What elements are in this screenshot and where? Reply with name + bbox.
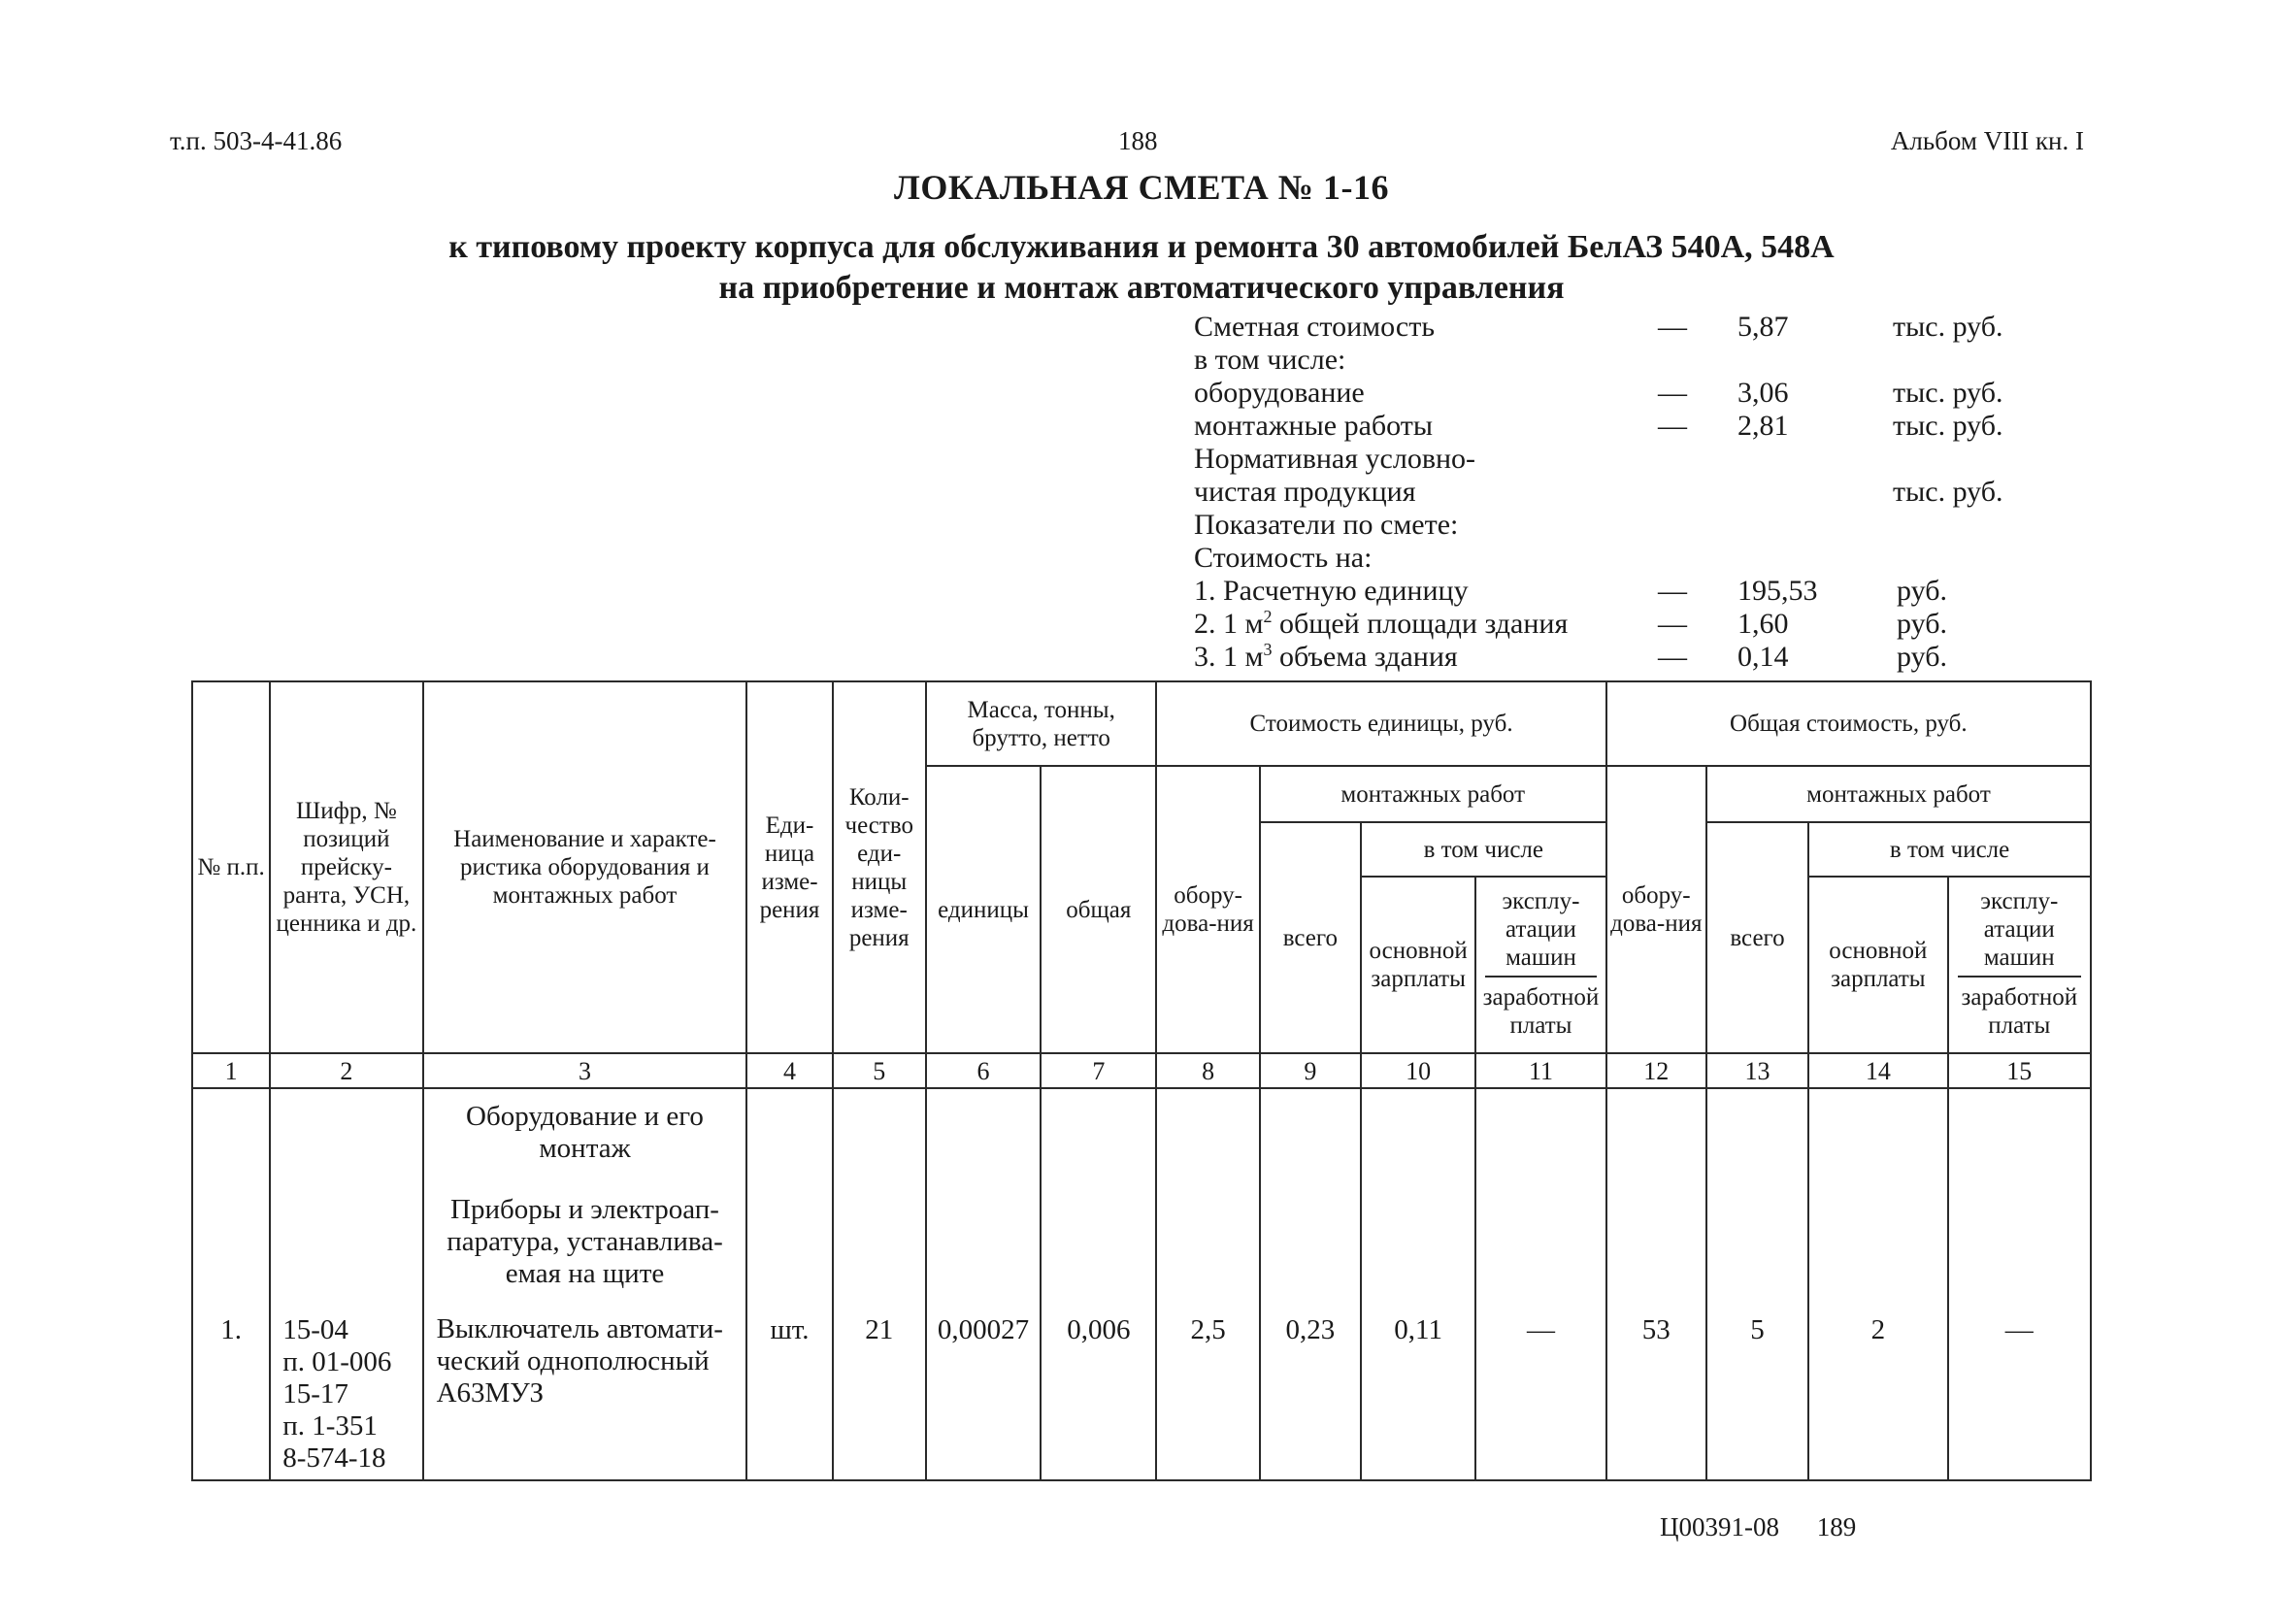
code-line: п. 1-351 <box>282 1410 378 1442</box>
col-number: 5 <box>833 1053 926 1088</box>
header-unit-cost-group: Стоимость единицы, руб. <box>1156 681 1605 766</box>
wage-label: заработной платы <box>1961 984 2078 1039</box>
row-unit-machines <box>1475 1088 1605 1480</box>
document-subtitle-line2: на приобретение и монтаж автоматического управления <box>718 270 1565 306</box>
footer <box>1660 1512 1887 1542</box>
document-title: ЛОКАЛЬНАЯ СМЕТА № 1-16 <box>894 168 1389 207</box>
label-pre: 3. 1 м <box>1194 641 1264 673</box>
row-num-value: 1. <box>220 1314 242 1345</box>
summary-value: 5,87 <box>1737 311 1789 343</box>
row-unit-base-salary-value: 0,11 <box>1394 1314 1442 1345</box>
code-line: 8-574-18 <box>282 1442 386 1474</box>
header-unit-equipment: обору-дова-ния <box>1156 766 1259 1053</box>
row-total-base-salary-value: 2 <box>1870 1314 1886 1345</box>
header-unit-machines <box>1475 877 1605 1053</box>
row-total-machines-value: — <box>2004 1314 2034 1345</box>
cost-summary <box>1194 311 2068 674</box>
summary-dash: — <box>1658 410 1687 442</box>
footer-code: Ц00391-08 <box>1660 1512 1779 1541</box>
header-mass-unit: единицы <box>926 766 1041 1053</box>
table-row <box>192 1088 2091 1480</box>
row-qty-value: 21 <box>865 1314 894 1345</box>
col-number: 6 <box>926 1053 1041 1088</box>
col-number: 1 <box>192 1053 270 1088</box>
header-code: Шифр, № позиций прейску-ранта, УСН, ценника и др. <box>270 681 422 1053</box>
summary-unit: руб. <box>1897 641 1947 673</box>
summary-dash: — <box>1658 311 1687 343</box>
row-unit-value: шт. <box>770 1314 810 1345</box>
item-name: Выключатель автомати-ческий однополюсный А63МУЗ <box>436 1313 723 1409</box>
label-post: общей площади здания <box>1272 608 1569 640</box>
footer-page: 189 <box>1816 1512 1857 1541</box>
col-number: 10 <box>1361 1053 1475 1088</box>
summary-unit: руб. <box>1897 608 1947 640</box>
summary-row-unit-cost <box>1194 575 2068 608</box>
header-total-base-salary: основной зарплаты <box>1808 877 1947 1053</box>
document-subtitle-line1: к типовому проекту корпуса для обслуживания и ремонта 30 автомобилей БелАЗ 540А, 548А <box>448 229 1835 265</box>
header-total-including: в том числе <box>1808 822 2091 877</box>
estimate-table <box>191 680 2092 1481</box>
summary-unit: тыс. руб. <box>1893 476 2003 508</box>
row-unit-equipment <box>1156 1088 1259 1480</box>
summary-label: оборудование <box>1194 377 1365 409</box>
summary-label: Нормативная условно- <box>1194 443 1476 475</box>
header-unit-base-salary: основной зарплаты <box>1361 877 1475 1053</box>
summary-label: монтажные работы <box>1194 410 1434 442</box>
label-pre: 2. 1 м <box>1194 608 1264 640</box>
row-mass-unit <box>926 1088 1041 1480</box>
summary-value: 3,06 <box>1737 377 1789 409</box>
summary-label: Сметная стоимость <box>1194 311 1436 343</box>
row-unit-machines-value: — <box>1526 1314 1555 1345</box>
row-total-base-salary <box>1808 1088 1947 1480</box>
header-name: Наименование и характе-ристика оборудования и монтажных работ <box>423 681 747 1053</box>
album-reference: Альбом VIII кн. I <box>1890 126 2084 155</box>
summary-dash: — <box>1658 575 1687 607</box>
summary-row-equipment <box>1194 377 2068 410</box>
col-number: 11 <box>1475 1053 1605 1088</box>
code-line: 15-17 <box>282 1378 348 1409</box>
row-num <box>192 1088 270 1480</box>
summary-dash: — <box>1658 608 1687 640</box>
col-number: 14 <box>1808 1053 1947 1088</box>
code-line: 15-04 <box>282 1314 348 1345</box>
row-mass-unit-value: 0,00027 <box>937 1314 1030 1345</box>
col-number: 8 <box>1156 1053 1259 1088</box>
code-line: п. 01-006 <box>282 1346 392 1377</box>
summary-dash: — <box>1658 641 1687 673</box>
column-numbers-row <box>192 1053 2091 1088</box>
summary-label <box>1194 641 1458 674</box>
col-number: 9 <box>1260 1053 1361 1088</box>
summary-value: 1,60 <box>1737 608 1789 640</box>
header-qty: Коли-чество еди-ницы изме-рения <box>833 681 926 1053</box>
summary-row-area-cost <box>1194 608 2068 641</box>
summary-value: 195,53 <box>1737 575 1818 607</box>
col-number: 2 <box>270 1053 422 1088</box>
wage-label: заработной платы <box>1482 984 1600 1039</box>
summary-row-normative-2 <box>1194 476 2068 509</box>
summary-unit: тыс. руб. <box>1893 410 2003 442</box>
header-total-machines <box>1948 877 2091 1053</box>
col-number: 13 <box>1706 1053 1808 1088</box>
summary-unit: тыс. руб. <box>1893 311 2003 343</box>
header-unit-mount-all: всего <box>1260 822 1361 1053</box>
section-title: Оборудование и его монтаж <box>466 1101 704 1164</box>
col-number: 4 <box>746 1053 832 1088</box>
machines-label: эксплу-атации машин <box>1485 887 1596 978</box>
summary-label: Стоимость на: <box>1194 542 1373 574</box>
header-num: № п.п. <box>192 681 270 1053</box>
header-unit: Еди-ница изме-рения <box>746 681 832 1053</box>
summary-label: 1. Расчетную единицу <box>1194 575 1469 607</box>
row-unit-base-salary <box>1361 1088 1475 1480</box>
col-number: 15 <box>1948 1053 2091 1088</box>
col-number: 3 <box>423 1053 747 1088</box>
summary-row-cost-per <box>1194 542 2068 575</box>
summary-value: 0,14 <box>1737 641 1789 673</box>
header-total-mounting: монтажных работ <box>1706 766 2091 822</box>
label-post: объема здания <box>1272 641 1458 673</box>
summary-row-total <box>1194 311 2068 344</box>
row-unit <box>746 1088 832 1480</box>
row-code <box>270 1088 422 1480</box>
summary-row-volume-cost <box>1194 641 2068 674</box>
header-total-mount-all: всего <box>1706 822 1808 1053</box>
summary-label: в том числе: <box>1194 344 1346 376</box>
summary-row-normative-1 <box>1194 443 2068 476</box>
row-unit-equipment-value: 2,5 <box>1190 1314 1226 1345</box>
row-total-machines <box>1948 1088 2091 1480</box>
row-mass-total-value: 0,006 <box>1067 1314 1131 1345</box>
header-total-equipment: обору-дова-ния <box>1606 766 1706 1053</box>
summary-value: 2,81 <box>1737 410 1789 442</box>
row-unit-mount-all-value: 0,23 <box>1285 1314 1336 1345</box>
header-mass-total: общая <box>1041 766 1156 1053</box>
summary-dash: — <box>1658 377 1687 409</box>
summary-row-mounting <box>1194 410 2068 443</box>
machines-label: эксплу-атации машин <box>1958 887 2081 978</box>
col-number: 7 <box>1041 1053 1156 1088</box>
superscript: 2 <box>1263 607 1273 626</box>
col-number: 12 <box>1606 1053 1706 1088</box>
subsection-title: Приборы и электроап-паратура, устанавлива-емая на щите <box>447 1194 723 1289</box>
row-total-mount-all-value: 5 <box>1750 1314 1765 1345</box>
row-total-equipment-value: 53 <box>1641 1314 1671 1345</box>
summary-label: чистая продукция <box>1194 476 1416 508</box>
row-unit-mount-all <box>1260 1088 1361 1480</box>
superscript: 3 <box>1263 640 1273 659</box>
summary-unit: руб. <box>1897 575 1947 607</box>
page-number: 188 <box>1118 126 1158 155</box>
header-unit-mounting: монтажных работ <box>1260 766 1606 822</box>
document-code: т.п. 503-4-41.86 <box>170 126 343 155</box>
summary-row-indicators <box>1194 509 2068 542</box>
header-total-cost-group: Общая стоимость, руб. <box>1606 681 2091 766</box>
row-mass-total <box>1041 1088 1156 1480</box>
summary-label <box>1194 608 1568 641</box>
summary-unit: тыс. руб. <box>1893 377 2003 409</box>
header-unit-including: в том числе <box>1361 822 1606 877</box>
summary-label: Показатели по смете: <box>1194 509 1459 541</box>
row-qty <box>833 1088 926 1480</box>
row-name <box>423 1088 747 1480</box>
row-total-equipment <box>1606 1088 1706 1480</box>
header-mass-group: Масса, тонны, брутто, нетто <box>926 681 1157 766</box>
summary-row-including <box>1194 344 2068 377</box>
row-total-mount-all <box>1706 1088 1808 1480</box>
